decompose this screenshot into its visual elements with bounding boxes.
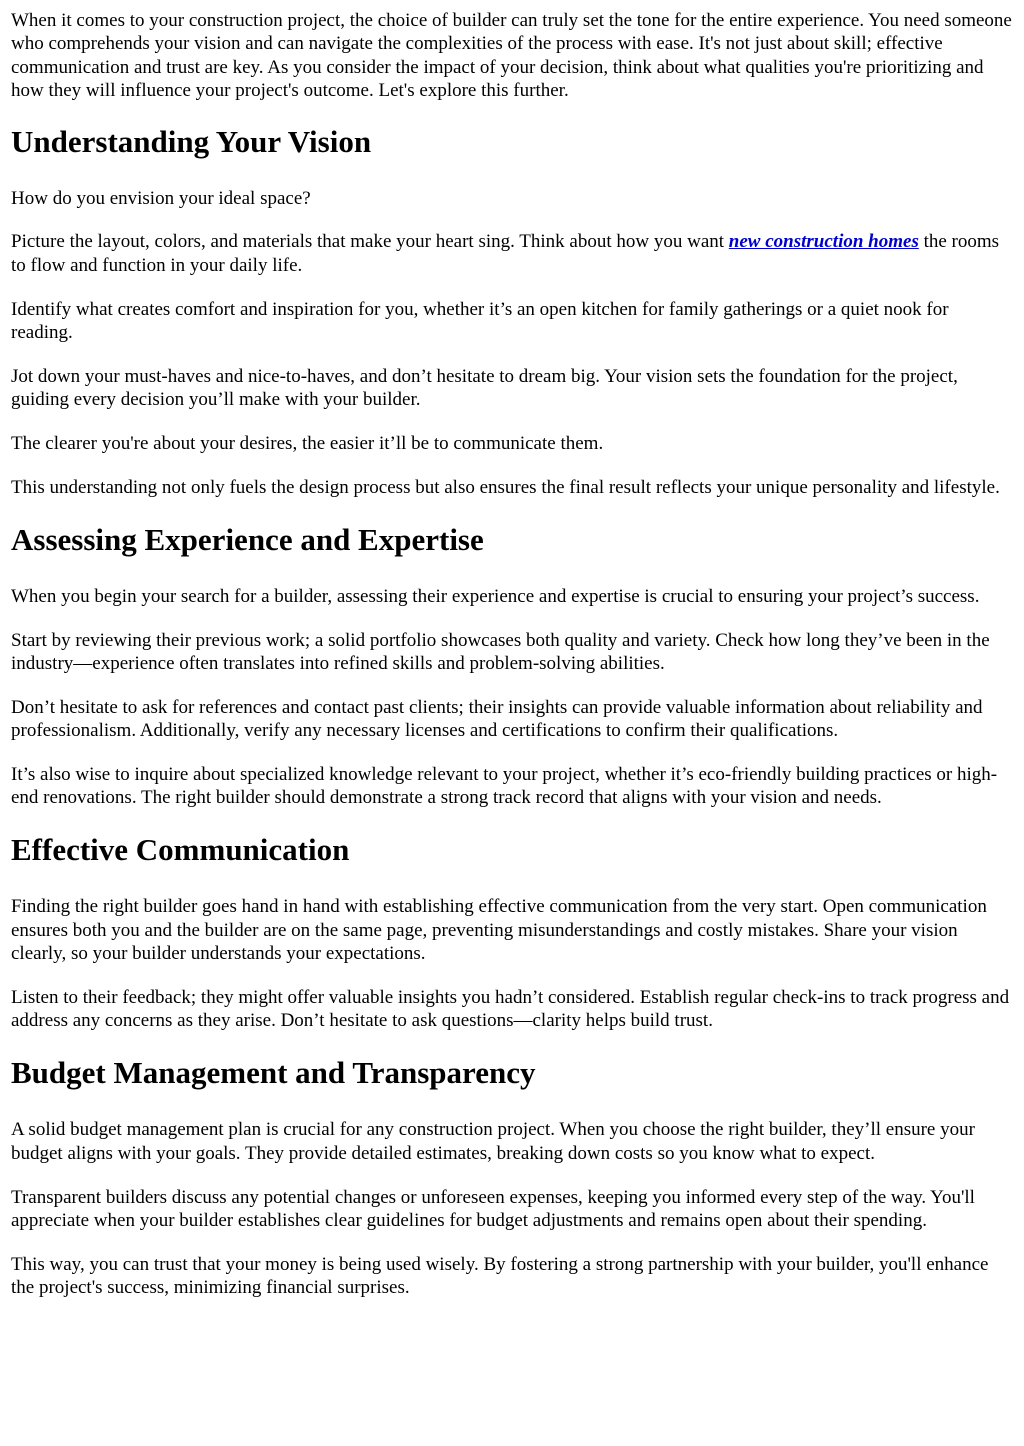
paragraph: When you begin your search for a builder, assessing their experience and expertise is crucial to ensuring your project’s success. [11, 585, 980, 607]
paragraph: Don’t hesitate to ask for references and contact past clients; their insights can provide valuable information about reliability and professionalism. Additionally, verify any necessary licenses and certifications to confirm their qualifications. [11, 696, 983, 742]
paragraph: A solid budget management plan is crucial for any construction project. When you choose the right builder, they’ll ensure your budget aligns with your goals. They provide detailed estimates, breaking down costs so you know what to expect. [11, 1119, 975, 1164]
section-understanding-vision [11, 123, 1013, 499]
paragraph-text: Picture the layout, colors, and materials that make your heart sing. Think about how you want [11, 231, 729, 253]
paragraph: Start by reviewing their previous work; a solid portfolio showcases both quality and variety. Check how long they’ve been in the industry—experience often translates into refined skills and problem-solving abilities. [11, 629, 990, 674]
intro-paragraph: When it comes to your construction project, the choice of builder can truly set the tone for the entire experience. You need someone who comprehends your vision and can navigate the complexities of the process with ease. It's not just about skill; effective communication and trust are key. As you consider the impact of your decision, think about what qualities you're prioritizing and how they will influence your project's outcome. Let's explore this further. [11, 10, 1012, 101]
section-experience-expertise [11, 521, 1013, 810]
section-heading: Understanding Your Vision [11, 123, 372, 159]
section-heading: Assessing Experience and Expertise [11, 521, 484, 557]
paragraph-text: the rooms to flow and function in your daily life. [11, 231, 1000, 276]
paragraph: This way, you can trust that your money is being used wisely. By fostering a strong partnership with your builder, you'll enhance the project's success, minimizing financial surprises. [11, 1253, 989, 1298]
new-construction-homes-link[interactable]: new construction homes [728, 231, 919, 253]
paragraph: The clearer you're about your desires, the easier it’ll be to communicate them. [11, 432, 604, 454]
paragraph: How do you envision your ideal space? [11, 187, 311, 209]
paragraph: Listen to their feedback; they might offer valuable insights you hadn’t considered. Establish regular check-ins to track progress and address any concerns as they arise. Don’t hesitate to ask questions—clarity helps build trust. [11, 986, 1010, 1032]
paragraph-with-link [11, 230, 1013, 277]
paragraph: Transparent builders discuss any potential changes or unforeseen expenses, keeping you informed every step of the way. You'll appreciate when your builder establishes clear guidelines for budget adjustments and remains open about their spending. [11, 1186, 975, 1231]
paragraph: This understanding not only fuels the design process but also ensures the final result reflects your unique personality and lifestyle. [11, 476, 1000, 498]
section-heading: Effective Communication [11, 832, 350, 868]
paragraph: Finding the right builder goes hand in hand with establishing effective communication from the very start. Open communication ensures both you and the builder are on the same page, preventing misunderstandings and costly mistakes. Share your vision clearly, so your builder understands your expectations. [11, 896, 987, 965]
paragraph: It’s also wise to inquire about specialized knowledge relevant to your project, whether it’s eco-friendly building practices or high-end renovations. The right builder should demonstrate a strong track record that aligns with your vision and needs. [11, 763, 998, 809]
paragraph: Identify what creates comfort and inspiration for you, whether it’s an open kitchen for family gatherings or a quiet nook for reading. [11, 298, 949, 343]
section-heading: Budget Management and Transparency [11, 1055, 536, 1091]
section-budget-management [11, 1054, 1013, 1299]
section-effective-communication [11, 831, 1013, 1032]
paragraph: Jot down your must-haves and nice-to-haves, and don’t hesitate to dream big. Your vision sets the foundation for the project, guiding every decision you’ll make with your builder. [11, 365, 958, 410]
